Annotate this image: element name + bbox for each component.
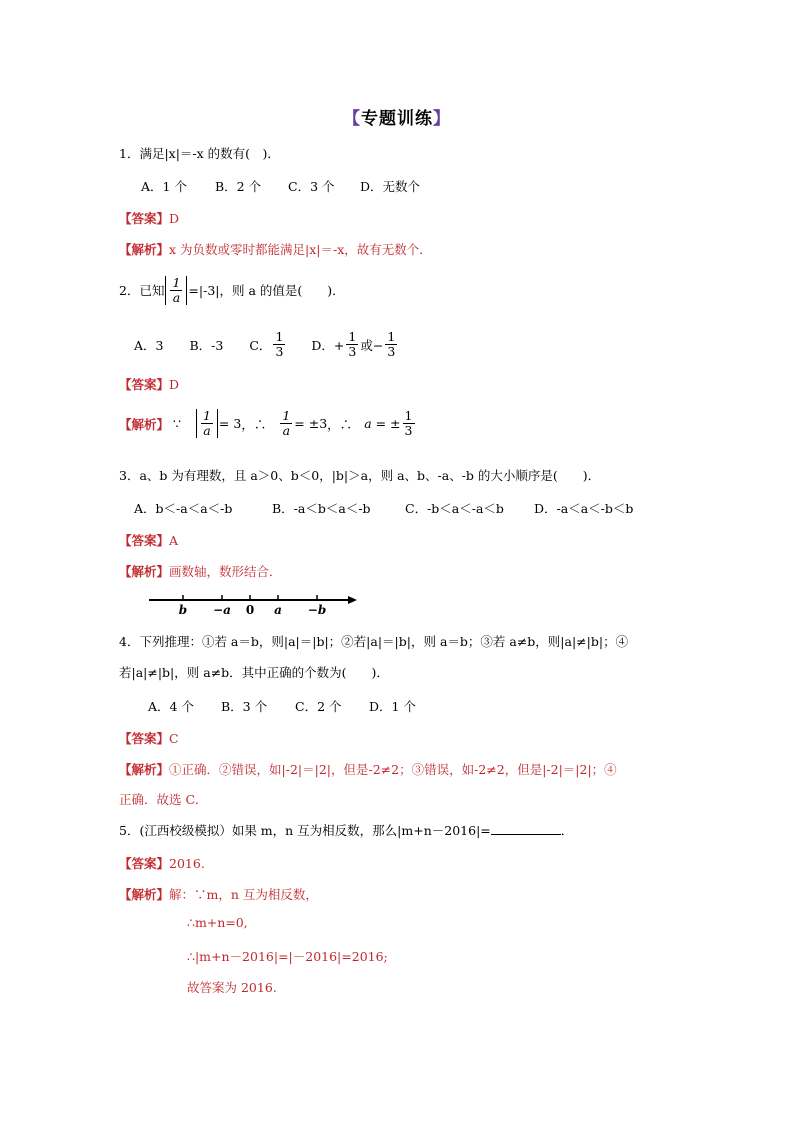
q5-answer: [119, 853, 205, 872]
q5-analysis: [119, 884, 318, 903]
q1-stem: 1．满足|x|＝-x 的数有( )．: [119, 146, 280, 161]
analysis-tag: 【解析】: [119, 564, 170, 579]
q2-option-d: D．+: [311, 337, 345, 353]
q5-analysis-line3: ∴|m+n－2016|=|－2016|=2016;: [187, 949, 388, 964]
q1-option-b: B．2 个: [215, 179, 262, 194]
answer-tag: 【答案】: [119, 211, 170, 226]
q3-stem: 3．a、b 为有理数，且 a＞0、b＜0，|b|＞a，则 a、b、-a、-b 的大小顺序是( )．: [119, 468, 601, 483]
analysis-text-1: ①正确．②错误，如|-2|＝|2|，但是-2≠2；③错误，如-2≠2，但是|-2|＝|2|；④: [169, 762, 617, 777]
sol-fraction-2: [280, 409, 292, 438]
q2-stem: [119, 276, 345, 305]
answer-value: D: [169, 377, 180, 392]
title-text: 专题训练: [361, 109, 433, 129]
q2-abs-fraction: [165, 276, 187, 305]
q2-fraction: [170, 276, 182, 305]
label-neg-a: −a: [213, 603, 231, 617]
q3-option-b: B．-a＜b＜a＜-b: [272, 501, 371, 516]
q3-option-d: D．-a＜a＜-b＜b: [534, 501, 634, 516]
q4-analysis-line2: 正确．故选 C．: [119, 792, 208, 807]
q3-option-a: A．b＜-a＜a＜-b: [134, 501, 233, 516]
fraction-denominator: a: [172, 290, 181, 305]
answer-tag: 【答案】: [119, 377, 170, 392]
label-a: a: [274, 603, 282, 617]
q2-stem-prefix: 2．已知: [119, 282, 165, 298]
fraction-numerator: 1: [404, 408, 413, 423]
answer-tag: 【答案】: [119, 731, 170, 746]
q1-option-a: A．1 个: [141, 179, 187, 194]
analysis-text: 画数轴，数形结合．: [169, 564, 282, 579]
q4-option-b: B．3 个: [221, 699, 268, 714]
q4-option-d: D．1 个: [369, 699, 416, 714]
sol-a: a = ±: [364, 416, 401, 431]
q2-option-c-fraction: [273, 330, 285, 359]
q2-stem-suffix: ，则 a 的值是( )．: [219, 282, 345, 298]
analysis-tag: 【解析】: [119, 416, 170, 432]
q1-analysis: [119, 239, 432, 258]
sol-eq-2: = ±3: [294, 416, 328, 431]
sol-fraction-3: [403, 409, 415, 438]
answer-value: D: [169, 211, 180, 226]
q2-stem-eq: =|-3|: [188, 282, 220, 298]
fraction-denominator: a: [282, 423, 291, 438]
q2-option-d-fraction-2: [385, 330, 397, 359]
fraction-numerator: 1: [202, 408, 211, 423]
therefore-2: ，∴: [327, 416, 353, 432]
q2-option-d-or: 或−: [360, 337, 384, 353]
title-bracket-left: 【: [343, 109, 361, 129]
label-b: b: [178, 603, 188, 617]
q4-stem-line2: 若|a|≠|b|，则 a≠b．其中正确的个数为( )．: [119, 665, 389, 680]
q2-option-b: B．-3: [189, 337, 224, 353]
q4-stem-line1: 4．下列推理：①若 a＝b，则|a|＝|b|；②若|a|＝|b|，则 a＝b；③若 a≠b，则|a|≠|b|；④: [119, 634, 629, 649]
q1-option-d: D．无数个: [360, 179, 421, 194]
q2-option-d-fraction: [346, 330, 358, 359]
q1-answer: [119, 208, 179, 227]
q3-answer: [119, 530, 178, 549]
label-zero: 0: [245, 603, 255, 617]
q2-option-c: C．: [249, 337, 272, 353]
because-symbol: ∵: [173, 416, 181, 431]
answer-tag: 【答案】: [119, 856, 170, 871]
fraction-numerator: 1: [348, 329, 357, 344]
sol-abs-fraction: [196, 409, 218, 438]
title-bracket-right: 】: [433, 109, 451, 129]
q2-analysis: [119, 409, 417, 438]
fraction-numerator: 1: [387, 329, 396, 344]
q2-option-a: A．3: [134, 337, 164, 353]
q5-stem: [119, 822, 573, 839]
q4-analysis: [119, 759, 617, 778]
q5-stem-suffix: ．: [560, 823, 574, 838]
fraction-numerator: 1: [275, 329, 284, 344]
analysis-tag: 【解析】: [119, 887, 170, 902]
q5-analysis-line4: 故答案为 2016.: [187, 980, 277, 995]
label-neg-b: −b: [307, 603, 327, 617]
analysis-tag: 【解析】: [119, 762, 170, 777]
answer-value: C: [169, 731, 179, 746]
fraction-numerator: 1: [282, 408, 291, 423]
analysis-text-1: 解：∵m，n 互为相反数，: [169, 887, 318, 902]
fraction-denominator: 3: [275, 344, 284, 359]
q3-analysis: [119, 561, 282, 580]
q4-option-a: A．4 个: [148, 699, 194, 714]
fraction-denominator: 3: [404, 423, 413, 438]
analysis-text: x 为负数或零时都能满足|x|＝-x，故有无数个．: [169, 242, 432, 257]
q4-option-c: C．2 个: [295, 699, 342, 714]
fraction-denominator: 3: [387, 344, 396, 359]
sol-eq-1: = 3: [218, 416, 242, 431]
analysis-tag: 【解析】: [119, 242, 170, 257]
q2-options: [134, 330, 399, 359]
answer-value: A: [169, 533, 179, 548]
number-line: [145, 590, 365, 620]
q2-answer: [119, 374, 179, 393]
q5-stem-prefix: 5．(江西校级模拟）如果 m，n 互为相反数，那么|m+n－2016|=: [119, 823, 491, 838]
q3-option-c: C．-b＜a＜-a＜b: [405, 501, 504, 516]
answer-tag: 【答案】: [119, 533, 170, 548]
fraction-numerator: 1: [172, 275, 181, 290]
sol-fraction-1: [201, 409, 213, 438]
therefore-1: ，∴: [241, 416, 267, 432]
q1-option-c: C．3 个: [288, 179, 335, 194]
fraction-denominator: a: [203, 423, 211, 438]
fraction-denominator: 3: [348, 344, 357, 359]
answer-blank: [491, 822, 561, 835]
q5-analysis-line2: ∴m+n=0,: [187, 915, 248, 930]
axis-arrow: [348, 596, 357, 604]
page-title: [0, 104, 794, 129]
q4-answer: [119, 728, 179, 747]
answer-value: 2016.: [169, 856, 205, 871]
